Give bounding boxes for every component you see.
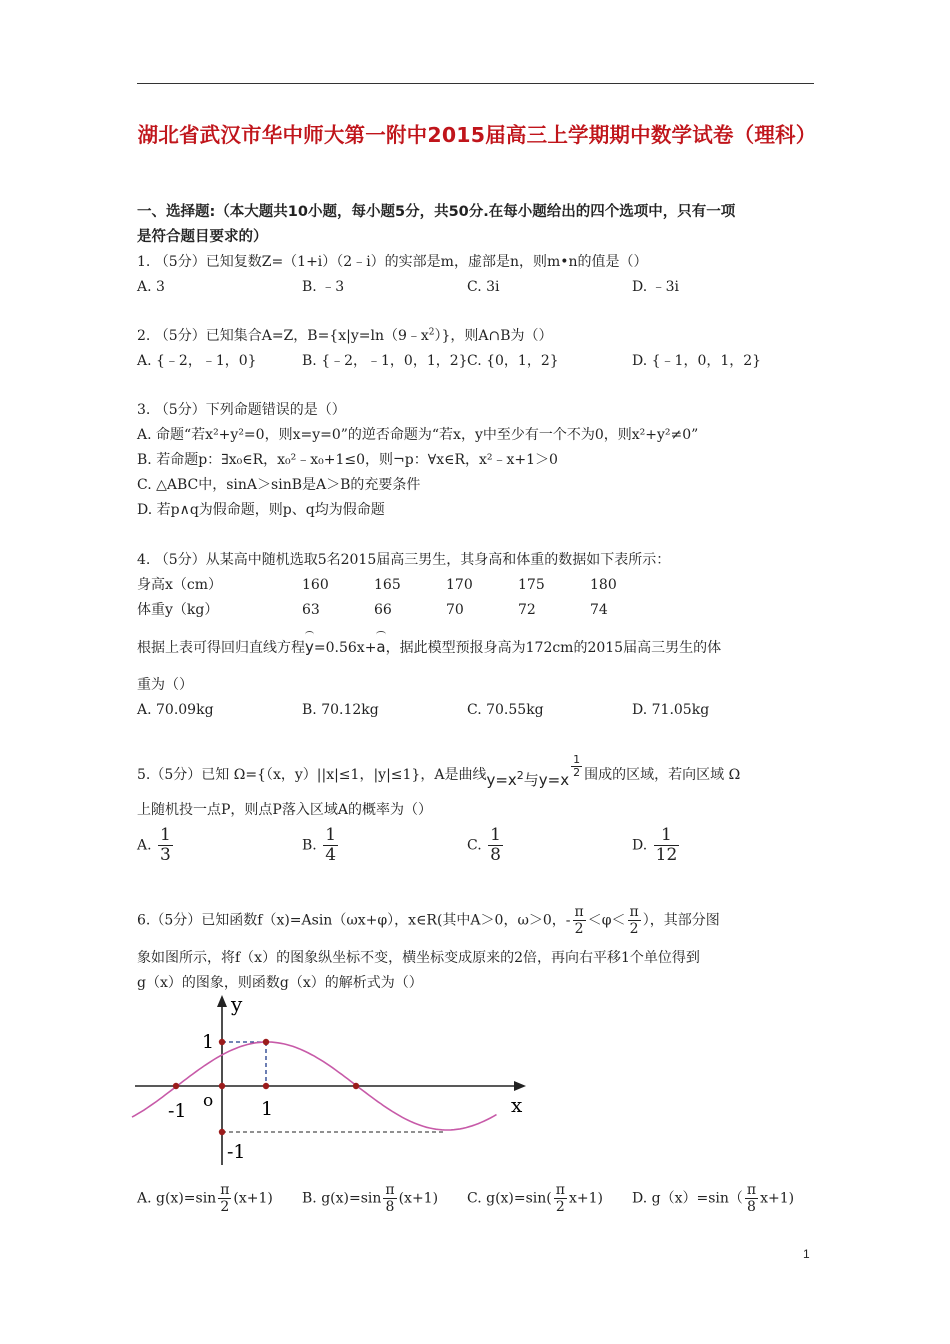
point <box>173 1083 179 1089</box>
point <box>263 1039 269 1045</box>
q2-stem: 2. （5分）已知集合A=Z，$B=\{x|y=\ln(9﹣x^2)\}$，则A∩B为（） <box>137 327 553 344</box>
q1-option-d: D. ﹣3i <box>632 279 680 295</box>
q1-stem: 1. （5分）已知复数Z=（1+i）（2﹣i）的实部是m，虚部是n，则m•n的值是（） <box>137 254 648 270</box>
page-number: 1 <box>803 1247 810 1261</box>
q6-option-a: A. g(x)=sin $\frac{\pi}{2}$ (x+1) <box>137 1182 273 1215</box>
point <box>219 1083 225 1089</box>
tick-label: -1 <box>227 1141 246 1163</box>
q1-option-b: B. ﹣3 <box>302 279 345 295</box>
q4-row1-cell: 160 <box>302 577 329 593</box>
q1-option-c: C. 3i <box>467 279 500 295</box>
x-axis-arrow <box>514 1081 526 1091</box>
q3-option-b: B. 若命题p：∃x₀∈R，x₀²﹣x₀+1≤0，则¬p：∀x∈R，x²﹣x+1＞0 <box>137 452 558 468</box>
q6-stem-line2: 象如图所示，将f（x）的图象纵坐标不变，横坐标变成原来的2倍，再向右平移1个单位得到 <box>137 950 700 966</box>
q4-stem: 4. （5分）从某高中随机选取5名2015届高三男生，其身高和体重的数据如下表所示： <box>137 552 671 568</box>
q4-row1-cell: 165 <box>374 577 401 593</box>
tick-label: 1 <box>202 1031 215 1053</box>
point <box>219 1039 225 1045</box>
y-axis-label: y <box>231 993 243 1016</box>
q5-option-c: C. $\frac{1}{8}$ <box>467 825 501 865</box>
q4-row2-cell: 72 <box>518 602 536 618</box>
tick-label: 1 <box>261 1098 274 1120</box>
q4-option-d: D. 71.05kg <box>632 702 710 718</box>
q4-option-c: C. 70.55kg <box>467 702 544 718</box>
q6-option-c: C. g(x)=sin( $\frac{\pi}{2}$ x+1) <box>467 1182 603 1215</box>
q4-row1-cell: 175 <box>518 577 545 593</box>
q4-row2-cell: 63 <box>302 602 320 618</box>
q4-stem-line2: 重为（） <box>137 677 193 693</box>
q5-option-a: A. $\frac{1}{3}$ <box>137 825 171 865</box>
sine-graph <box>130 993 530 1171</box>
point <box>353 1083 359 1089</box>
q4-row1-label: 身高x（cm） <box>137 577 223 593</box>
q4-row2-cell: 70 <box>446 602 464 618</box>
point <box>263 1083 269 1089</box>
y-hat: y <box>305 638 314 656</box>
q6-option-d: D. g（x）=sin（ $\frac{\pi}{8}$ x+1) <box>632 1182 795 1215</box>
q3-option-d: D. 若p∧q为假命题，则p、q均为假命题 <box>137 502 385 518</box>
q3-option-c: C. △ABC中，sinA＞sinB是A＞B的充要条件 <box>137 477 421 493</box>
tick-label: -1 <box>168 1100 187 1122</box>
y-axis-arrow <box>217 995 227 1007</box>
q2-option-b: B. {﹣2，﹣1，0，1，2} <box>302 353 468 369</box>
q6-option-b: B. g(x)=sin $\frac{\pi}{8}$ (x+1) <box>302 1182 439 1215</box>
point <box>219 1129 225 1135</box>
q4-option-b: B. 70.12kg <box>302 702 379 718</box>
curve-expression: $y=x^2$与y=x $\frac{1}{2}$ <box>486 753 581 789</box>
section-heading: 一、选择题:（本大题共10小题，每小题5分，共50分.在每小题给出的四个选项中，只有一项 <box>137 204 736 220</box>
page-title: 湖北省武汉市华中师大第一附中2015届高三上学期期中数学试卷（理科） <box>137 123 817 147</box>
q3-stem: 3. （5分）下列命题错误的是（） <box>137 402 346 418</box>
q2-option-a: A. {﹣2，﹣1，0} <box>137 353 257 369</box>
q5-stem-line2: 上随机投一点P，则点P落入区域A的概率为（） <box>137 802 432 818</box>
q3-option-a: A. 命题“若x²+y²=0，则x=y=0”的逆否命题为“若x，y中至少有一个不为0，则x²+y²≠0” <box>137 427 699 443</box>
x-axis-label: x <box>511 1093 523 1117</box>
q4-row1-cell: 180 <box>590 577 617 593</box>
q4-row2-cell: 66 <box>374 602 392 618</box>
origin-label: o <box>203 1091 214 1111</box>
q6-stem-line3: g（x）的图象，则函数g（x）的解析式为（） <box>137 975 423 991</box>
q4-row2-label: 体重y（kg） <box>137 602 219 618</box>
q1-option-a: A. 3 <box>137 279 165 295</box>
q5-option-d: D. $\frac{1}{12}$ <box>632 825 678 865</box>
q2-option-c: C. {0，1，2} <box>467 353 559 369</box>
q6-stem: 6.（5分）已知函数f（x)=Asin（ωx+φ），x∈R(其中A＞0，ω＞0，- $\frac{\pi}{2}$ ＜φ＜ $\frac{\pi}{2}$ ），其部分图 <box>137 904 720 937</box>
q5-option-b: B. $\frac{1}{4}$ <box>302 825 337 865</box>
q4-regression-line: 根据上表可得回归直线方程y=0.56x+a，据此模型预报身高为172cm的2015届高三男生的体 <box>137 638 722 656</box>
section-heading-2: 是符合题目要求的） <box>137 229 268 245</box>
q2-option-d: D. {﹣1，0，1，2} <box>632 353 762 369</box>
header-rule <box>137 83 814 84</box>
q4-row2-cell: 74 <box>590 602 608 618</box>
q4-option-a: A. 70.09kg <box>137 702 214 718</box>
q4-row1-cell: 170 <box>446 577 473 593</box>
a-hat: a <box>376 638 386 656</box>
q5-stem: 5.（5分）已知 Ω={（x，y）||x|≤1，|y|≤1}，A是曲线$y=x^2$与y=x $\frac{1}{2}$ 围成的区域，若向区域 Ω <box>137 762 740 787</box>
